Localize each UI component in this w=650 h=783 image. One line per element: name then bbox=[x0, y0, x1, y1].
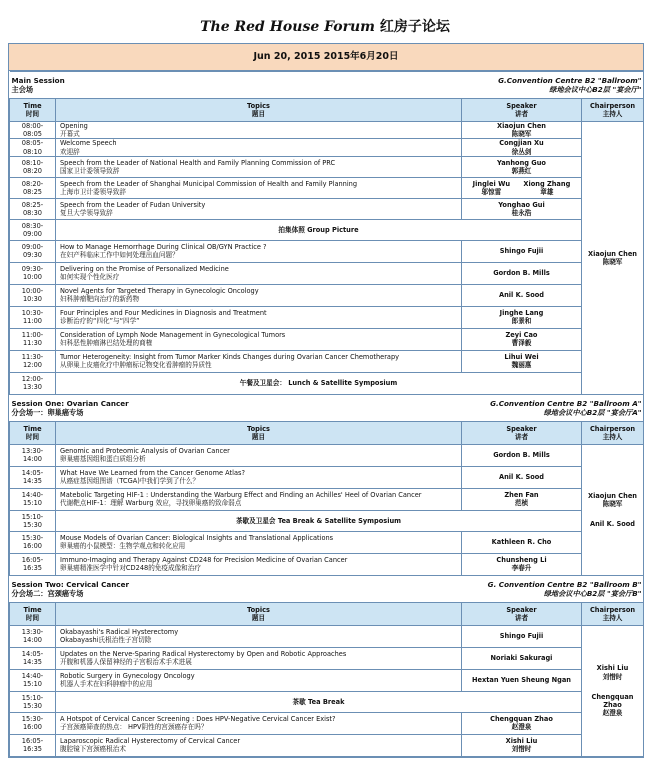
session-venue bbox=[490, 399, 641, 417]
session-venue-en: G.Convention Centre B2 "Ballroom" bbox=[498, 76, 642, 85]
speaker-header-cn: 讲者 bbox=[514, 432, 529, 441]
topics-header-en: Topics bbox=[247, 605, 270, 614]
topic-cn: 卵巢癌精准医学中针对CD248的免疫成像和治疗 bbox=[60, 564, 201, 573]
speaker-name: Chunsheng Li bbox=[496, 556, 547, 565]
topic-en: Matebolic Targeting HIF-1 : Understanding the Warburg Effect and Finding an Achilles' Heel of Ovarian Cancer bbox=[60, 491, 422, 500]
chairperson-cell bbox=[582, 625, 644, 756]
break-row bbox=[10, 372, 644, 394]
topics-header-cn: 题目 bbox=[251, 613, 266, 622]
schedule-table bbox=[9, 71, 644, 757]
speaker-header-cn: 讲者 bbox=[514, 110, 529, 118]
speaker-name: Lihui Wei bbox=[504, 353, 539, 362]
speaker-cell bbox=[462, 466, 582, 488]
topic-cn: 卵巢癌的小鼠模型：生物学观点和转化应用 bbox=[60, 542, 186, 551]
session-venue-en: G. Convention Centre B2 "Ballroom B" bbox=[487, 579, 642, 589]
time-cell: 16:05-16:35 bbox=[10, 553, 56, 575]
session-venue-cn: 绿地会议中心B2层 "宴会厅B" bbox=[543, 588, 642, 598]
topic-cn: 上海市卫计委领导致辞 bbox=[60, 187, 126, 196]
table-row bbox=[10, 350, 644, 372]
session-venue-cn: 绿地会议中心B2层 "宴会厅" bbox=[549, 85, 642, 94]
speaker-cell bbox=[462, 734, 582, 756]
topic-cell bbox=[56, 284, 462, 306]
session-name-cn: 分会场二：宫颈癌专场 bbox=[11, 588, 84, 598]
time-header-en: Time bbox=[23, 101, 42, 110]
speaker-name-cn: 范桢 bbox=[514, 499, 529, 508]
speaker-name: Xiong Zhang bbox=[523, 179, 571, 188]
time-cell: 15:10-15:30 bbox=[10, 510, 56, 531]
topic-cn: 腹腔镜下宫颈癌根治术 bbox=[60, 745, 126, 754]
time-header-cn: 时间 bbox=[25, 613, 40, 622]
topic-cell bbox=[56, 734, 462, 756]
speaker-name: Xiaojun Chen bbox=[497, 122, 546, 130]
topic-en: Speech from the Leader of National Health and Family Planning Commission of PRC bbox=[60, 158, 336, 167]
table-row bbox=[10, 139, 644, 156]
speaker-name: Kathleen R. Cho bbox=[491, 538, 552, 547]
speaker-cell bbox=[462, 177, 582, 198]
topic-en: Speech from the Leader of Shanghai Municipal Commission of Health and Family Planning bbox=[60, 179, 358, 188]
topic-cn: 子宫颈癌筛查的热点： HPV阴性的宫颈癌存在吗？ bbox=[60, 723, 208, 732]
chair-name-cn: 刘惜时 bbox=[602, 672, 623, 681]
time-header-en: Time bbox=[23, 605, 42, 614]
chair-header-cn: 主持人 bbox=[602, 432, 623, 441]
time-header-cn: 时间 bbox=[25, 110, 40, 118]
speaker-header bbox=[462, 421, 582, 444]
speaker-name: Yanhong Guo bbox=[497, 158, 546, 167]
speaker-header-en: Speaker bbox=[506, 424, 537, 433]
table-row bbox=[10, 122, 644, 139]
time-cell: 14:40-15:10 bbox=[10, 488, 56, 510]
break-cell: 拍集体照 Group Picture bbox=[56, 219, 582, 240]
speaker-name-cn: 曹泽毅 bbox=[511, 339, 532, 348]
table-row bbox=[10, 466, 644, 488]
time-header-cn: 时间 bbox=[25, 432, 40, 441]
speaker-name: Zeyi Cao bbox=[505, 331, 538, 340]
topic-en: What Have We Learned from the Cancer Genome Atlas? bbox=[60, 469, 245, 478]
topic-en: Four Principles and Four Medicines in Diagnosis and Treatment bbox=[60, 309, 267, 318]
time-cell: 08:10-08:20 bbox=[10, 156, 56, 177]
time-cell: 11:30-12:00 bbox=[10, 350, 56, 372]
speaker-name: Congjian Xu bbox=[499, 139, 544, 148]
topic-cell bbox=[56, 328, 462, 350]
topic-en: Tumor Heterogeneity: Insight from Tumor Marker Kinds Changes during Ovarian Cancer Chemotherapy bbox=[60, 353, 400, 362]
topic-en: Novel Agents for Targeted Therapy in Gynecologic Oncology bbox=[60, 287, 259, 296]
table-row bbox=[10, 156, 644, 177]
table-row bbox=[10, 284, 644, 306]
topic-cell bbox=[56, 488, 462, 510]
topic-cell bbox=[56, 177, 462, 198]
time-cell: 15:10-15:30 bbox=[10, 691, 56, 712]
speaker-name: Noriaki Sakuragi bbox=[490, 654, 553, 663]
break-row bbox=[10, 219, 644, 240]
topic-en: Consideration of Lymph Node Management in Gynecological Tumors bbox=[60, 331, 286, 340]
speaker-name-cn: 李春升 bbox=[511, 564, 532, 573]
speaker-cell bbox=[462, 712, 582, 734]
topic-cell bbox=[56, 625, 462, 647]
topics-header bbox=[56, 421, 462, 444]
table-row bbox=[10, 647, 644, 669]
chair-header bbox=[582, 602, 644, 625]
topics-header-cn: 题目 bbox=[251, 432, 266, 441]
time-header bbox=[10, 99, 56, 122]
table-row bbox=[10, 712, 644, 734]
break-cell: 茶歇及卫星会 Tea Break & Satellite Symposium bbox=[56, 510, 582, 531]
page-title bbox=[0, 16, 650, 36]
speaker-cell bbox=[462, 350, 582, 372]
session-venue-cn: 绿地会议中心B2层 "宴会厅A" bbox=[543, 407, 642, 417]
topic-en: Okabayashi's Radical Hysterectomy bbox=[60, 628, 179, 637]
topic-cell bbox=[56, 350, 462, 372]
session-name bbox=[12, 399, 129, 417]
topic-cn: 在妇产科临床工作中如何处理出血问题？ bbox=[60, 251, 179, 260]
chair-header bbox=[582, 421, 644, 444]
time-cell: 14:40-15:10 bbox=[10, 669, 56, 691]
speaker-name: Xishi Liu bbox=[505, 737, 538, 746]
time-cell: 13:30-14:00 bbox=[10, 444, 56, 466]
speaker-pair bbox=[466, 180, 577, 196]
chair-header-cn: 主持人 bbox=[602, 110, 623, 118]
break-cell: 茶歇 Tea Break bbox=[56, 691, 582, 712]
speaker-header-en: Speaker bbox=[506, 101, 537, 110]
topic-cn: 妇科肿瘤靶向治疗的新药物 bbox=[60, 295, 140, 304]
session-title-cell bbox=[10, 72, 644, 99]
speaker-cell bbox=[462, 139, 582, 156]
topic-cell bbox=[56, 122, 462, 139]
topic-cn: 从卵巢上皮癌化疗中肿瘤标记物变化看肿瘤的异质性 bbox=[60, 361, 212, 370]
table-row bbox=[10, 177, 644, 198]
topic-cell bbox=[56, 712, 462, 734]
table-row bbox=[10, 198, 644, 219]
speaker-header-cn: 讲者 bbox=[514, 613, 529, 622]
table-row bbox=[10, 669, 644, 691]
topic-cn: 诊断治疗的“四化”与“四学” bbox=[60, 317, 140, 326]
time-cell: 10:00-10:30 bbox=[10, 284, 56, 306]
table-row bbox=[10, 444, 644, 466]
time-cell: 14:05-14:35 bbox=[10, 647, 56, 669]
topic-cn: 欢迎辞 bbox=[60, 147, 80, 156]
session-header-two bbox=[10, 575, 644, 602]
topic-cell bbox=[56, 139, 462, 156]
speaker-b bbox=[523, 180, 570, 196]
date-bar: Jun 20, 2015 2015年6月20日 bbox=[9, 44, 643, 71]
topic-cell bbox=[56, 669, 462, 691]
chair2-name-cn: 赵澄泉 bbox=[602, 709, 623, 718]
topic-cn: 复旦大学领导致辞 bbox=[60, 208, 113, 217]
speaker-name: Jinghe Lang bbox=[499, 309, 544, 318]
topic-cell bbox=[56, 466, 462, 488]
chair-header-en: Chairperson bbox=[589, 424, 636, 433]
topic-en: How to Manage Hemorrhage During Clinical OB/GYN Practice ? bbox=[60, 243, 267, 252]
speaker-cell bbox=[462, 328, 582, 350]
table-row bbox=[10, 553, 644, 575]
title-english: The Red House Forum bbox=[200, 19, 375, 35]
chair-header-cn: 主持人 bbox=[602, 613, 623, 622]
time-cell: 13:30-14:00 bbox=[10, 625, 56, 647]
topic-en: Mouse Models of Ovarian Cancer: Biological Insights and Translational Applications bbox=[60, 534, 334, 543]
topic-cn: 国家卫计委领导致辞 bbox=[60, 166, 120, 175]
chair-name: Xiaojun Chen bbox=[588, 491, 637, 500]
speaker-cell bbox=[462, 669, 582, 691]
topics-header bbox=[56, 602, 462, 625]
topics-header bbox=[56, 99, 462, 122]
table-row bbox=[10, 531, 644, 553]
time-cell: 11:00-11:30 bbox=[10, 328, 56, 350]
chair-header bbox=[582, 99, 644, 122]
speaker-cell bbox=[462, 122, 582, 139]
speaker-cell bbox=[462, 553, 582, 575]
speaker-cell bbox=[462, 262, 582, 284]
chair-gap bbox=[586, 681, 639, 693]
break-cell: 午餐及卫星会： Lunch & Satellite Symposium bbox=[56, 372, 582, 394]
chair-header-en: Chairperson bbox=[589, 605, 636, 614]
speaker-name-cn: 魏丽惠 bbox=[511, 361, 532, 370]
speaker-name: Hextan Yuen Sheung Ngan bbox=[472, 676, 571, 685]
topic-en: Genomic and Proteomic Analysis of Ovarian Cancer bbox=[60, 447, 230, 456]
topic-cn: 妇科恶性肿瘤淋巴结处理的商榷 bbox=[60, 339, 153, 348]
speaker-name: Anil K. Sood bbox=[498, 473, 545, 482]
session-venue bbox=[498, 76, 641, 94]
topic-cn: 开幕式 bbox=[60, 130, 80, 139]
topic-en: Opening bbox=[60, 122, 88, 130]
time-cell: 09:30-10:00 bbox=[10, 262, 56, 284]
table-row bbox=[10, 488, 644, 510]
topic-cell bbox=[56, 444, 462, 466]
topic-cn: 卵巢癌基因组和蛋白质组分析 bbox=[60, 455, 146, 464]
table-row bbox=[10, 734, 644, 756]
speaker-name: Chengquan Zhao bbox=[490, 715, 553, 724]
speaker-name-cn: 郎景和 bbox=[511, 317, 532, 326]
schedule-frame bbox=[8, 43, 644, 758]
session-name-en: Session Two: Cervical Cancer bbox=[11, 579, 130, 589]
chairperson-cell bbox=[582, 444, 644, 575]
speaker-name: Yonghao Gui bbox=[498, 200, 545, 209]
topic-cell bbox=[56, 306, 462, 328]
chair-header-en: Chairperson bbox=[589, 101, 636, 110]
break-row bbox=[10, 510, 644, 531]
table-row bbox=[10, 625, 644, 647]
speaker-cell bbox=[462, 488, 582, 510]
speaker-header bbox=[462, 602, 582, 625]
speaker-header-en: Speaker bbox=[506, 605, 537, 614]
topic-cell bbox=[56, 198, 462, 219]
speaker-cell bbox=[462, 647, 582, 669]
table-row bbox=[10, 262, 644, 284]
column-header-row bbox=[10, 99, 644, 122]
speaker-name-cn: 赵澄泉 bbox=[511, 723, 532, 732]
session-venue bbox=[488, 580, 642, 598]
speaker-name: Gordon B. Mills bbox=[493, 451, 550, 460]
speaker-name: Anil K. Sood bbox=[498, 291, 545, 300]
session-name bbox=[12, 580, 130, 598]
speaker-cell bbox=[462, 306, 582, 328]
time-cell: 12:00-13:30 bbox=[10, 372, 56, 394]
speaker-name: Zhen Fan bbox=[504, 491, 539, 500]
session-header-one bbox=[10, 394, 644, 421]
speaker-cell bbox=[462, 444, 582, 466]
speaker-name: Shingo Fujii bbox=[499, 247, 544, 256]
topic-en: Speech from the Leader of Fudan University bbox=[60, 200, 206, 209]
topic-cell bbox=[56, 262, 462, 284]
topic-cn: 机器人手术在妇科肿瘤中的应用 bbox=[60, 680, 153, 689]
topic-cell bbox=[56, 240, 462, 262]
time-header bbox=[10, 602, 56, 625]
topic-en: A Hotspot of Cervical Cancer Screening : Does HPV-Negative Cervical Cancer Exist? bbox=[60, 715, 336, 724]
session-venue-en: G.Convention Centre B2 "Ballroom A" bbox=[490, 398, 642, 408]
time-cell: 08:20-08:25 bbox=[10, 177, 56, 198]
speaker-name-cn: 桂永浩 bbox=[511, 208, 532, 217]
speaker-name-cn: 邬惊雷 bbox=[481, 187, 502, 196]
speaker-cell bbox=[462, 156, 582, 177]
chair-gap bbox=[586, 508, 639, 520]
topics-header-en: Topics bbox=[247, 101, 270, 110]
chair-name: Xiaojun Chen bbox=[588, 249, 637, 258]
topic-cn: 从癌症基因组图谱（TCGA)中我们学到了什么？ bbox=[60, 477, 200, 486]
chair2-name: Chengquan Zhao bbox=[591, 692, 634, 710]
topic-en: Welcome Speech bbox=[60, 139, 117, 148]
speaker-name: Shingo Fujii bbox=[499, 632, 544, 641]
time-cell: 08:00-08:05 bbox=[10, 122, 56, 139]
speaker-header bbox=[462, 99, 582, 122]
topic-en: Delivering on the Promise of Personalized Medicine bbox=[60, 265, 229, 274]
time-cell: 08:05-08:10 bbox=[10, 139, 56, 156]
speaker-name-cn: 徐丛剑 bbox=[511, 147, 532, 156]
session-name-en: Session One: Ovarian Cancer bbox=[11, 398, 129, 408]
session-name-cn: 分会场一：卵巢癌专场 bbox=[11, 407, 84, 417]
session-title-cell bbox=[10, 575, 644, 602]
chair-name-cn: 陈晓军 bbox=[602, 499, 623, 508]
session-name-cn: 主会场 bbox=[11, 85, 34, 94]
session-name bbox=[12, 76, 65, 94]
speaker-name-cn: 郭燕红 bbox=[511, 166, 532, 175]
title-chinese: 红房子论坛 bbox=[379, 19, 450, 35]
time-cell: 09:00-09:30 bbox=[10, 240, 56, 262]
topic-cn: 开腹和机器人保留神经的子宫根治术手术进展 bbox=[60, 658, 192, 667]
table-row bbox=[10, 328, 644, 350]
speaker-cell bbox=[462, 240, 582, 262]
time-cell: 08:30-09:00 bbox=[10, 219, 56, 240]
speaker-name: Gordon B. Mills bbox=[493, 269, 550, 278]
time-header-en: Time bbox=[23, 424, 42, 433]
topics-header-en: Topics bbox=[247, 424, 270, 433]
time-cell: 16:05-16:35 bbox=[10, 734, 56, 756]
topic-cell bbox=[56, 553, 462, 575]
time-cell: 10:30-11:00 bbox=[10, 306, 56, 328]
topics-header-cn: 题目 bbox=[251, 110, 266, 118]
time-cell: 15:30-16:00 bbox=[10, 531, 56, 553]
time-cell: 15:30-16:00 bbox=[10, 712, 56, 734]
topic-cn: 如何实现个性化医疗 bbox=[60, 273, 120, 282]
topic-en: Laparoscopic Radical Hysterectomy of Cervical Cancer bbox=[60, 737, 241, 746]
speaker-name-cn: 刘惜时 bbox=[511, 745, 532, 754]
chair-name: Xishi Liu bbox=[596, 664, 629, 673]
topic-cell bbox=[56, 647, 462, 669]
speaker-cell bbox=[462, 531, 582, 553]
session-name-en: Main Session bbox=[11, 76, 65, 85]
topic-cell bbox=[56, 156, 462, 177]
speaker-cell bbox=[462, 625, 582, 647]
speaker-cell bbox=[462, 198, 582, 219]
topic-cell bbox=[56, 531, 462, 553]
column-header-row bbox=[10, 602, 644, 625]
topic-cn: 代谢靶点HIF-1：理解 Warburg 效应，寻找卵巢癌的致命弱点 bbox=[60, 499, 242, 508]
speaker-a bbox=[473, 180, 510, 196]
topic-cn: Okabayashi氏根治性子宫切除 bbox=[60, 636, 152, 645]
speaker-cell bbox=[462, 284, 582, 306]
chair2-name: Anil K. Sood bbox=[589, 520, 636, 529]
chairperson-cell bbox=[582, 122, 644, 395]
table-row bbox=[10, 306, 644, 328]
speaker-name-cn: 陈晓军 bbox=[511, 130, 532, 139]
topic-en: Robotic Surgery in Gynecology Oncology bbox=[60, 672, 195, 681]
chair-name-cn: 陈晓军 bbox=[602, 257, 623, 266]
speaker-name-cn: 章雄 bbox=[540, 187, 554, 196]
time-cell: 08:25-08:30 bbox=[10, 198, 56, 219]
time-cell: 14:05-14:35 bbox=[10, 466, 56, 488]
topic-en: Immuno-Imaging and Therapy Against CD248 for Precision Medicine of Ovarian Cancer bbox=[60, 556, 348, 565]
table-row bbox=[10, 240, 644, 262]
session-title-cell bbox=[10, 394, 644, 421]
column-header-row bbox=[10, 421, 644, 444]
session-header-main bbox=[10, 72, 644, 99]
break-row bbox=[10, 691, 644, 712]
speaker-name: Jinglei Wu bbox=[472, 179, 511, 188]
time-header bbox=[10, 421, 56, 444]
topic-en: Updates on the Nerve-Sparing Radical Hysterectomy by Open and Robotic Approaches bbox=[60, 650, 347, 659]
